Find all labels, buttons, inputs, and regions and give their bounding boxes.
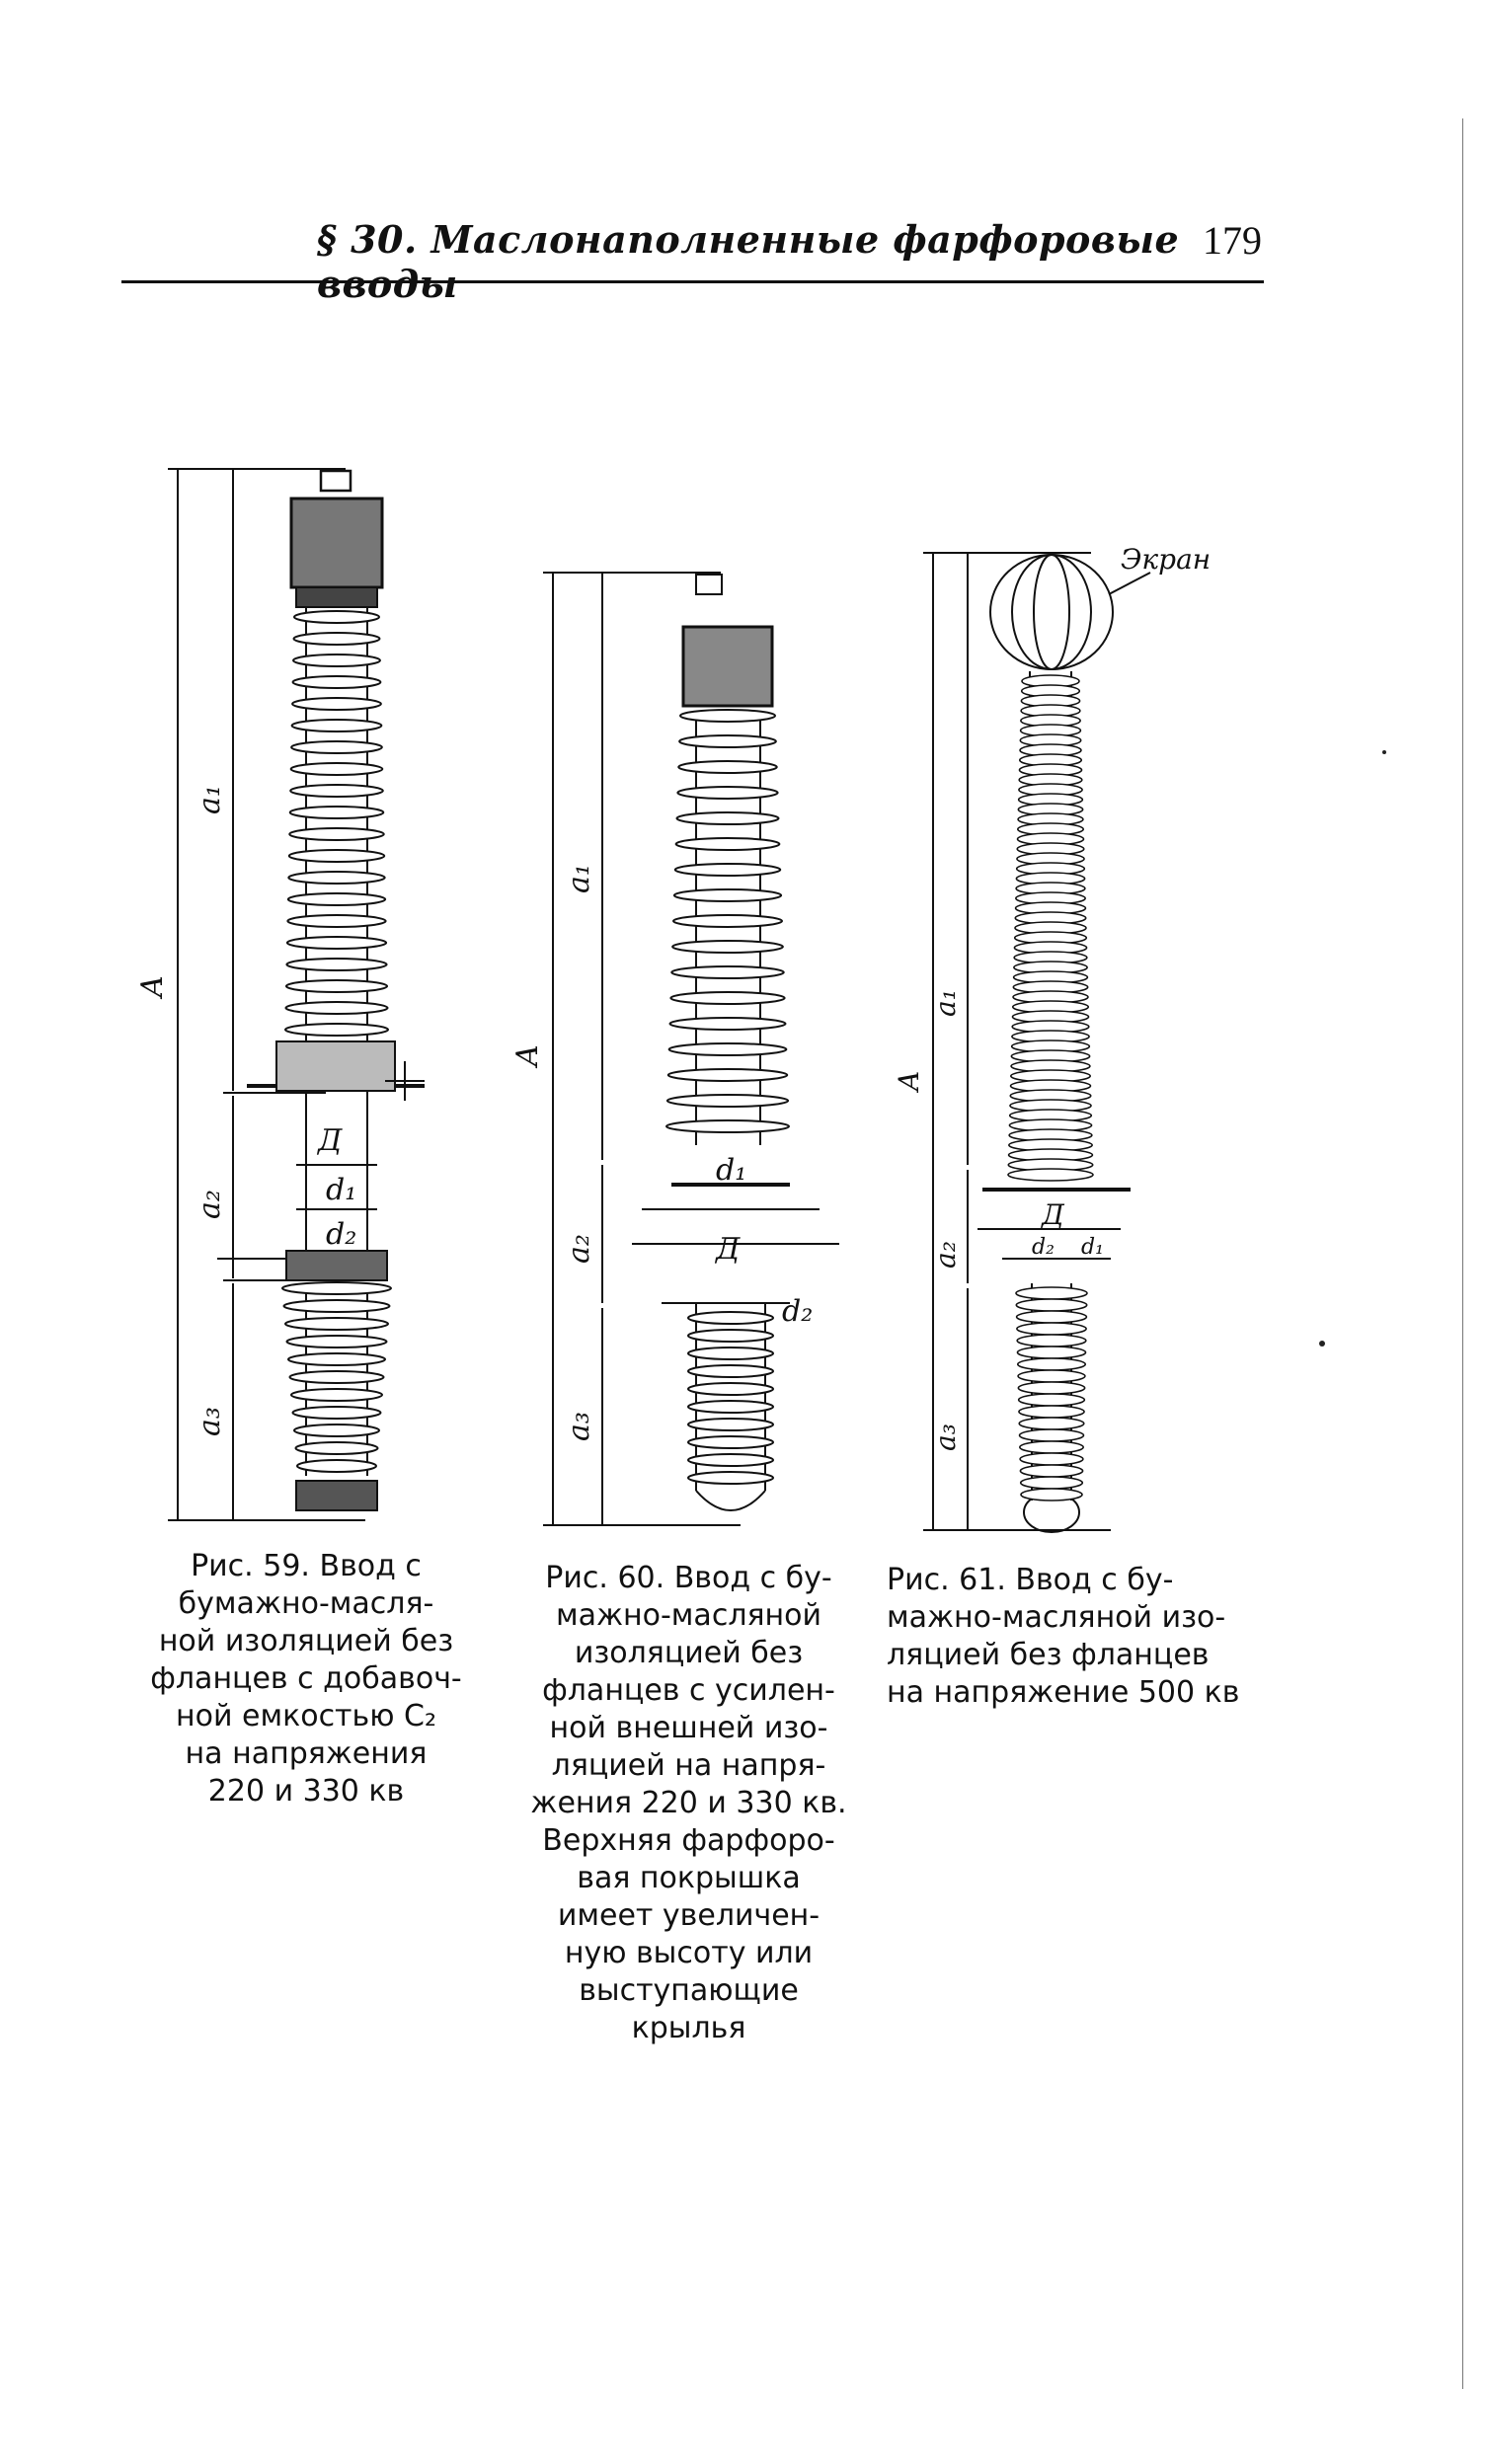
label-D: Д <box>716 1232 741 1267</box>
label-A: A <box>135 975 170 997</box>
porcelain-shed <box>1019 1394 1085 1406</box>
scan-speck <box>1382 750 1386 754</box>
porcelain-shed <box>1018 1358 1085 1370</box>
label-a3: a₃ <box>193 1407 227 1436</box>
porcelain-shed <box>666 1120 789 1132</box>
porcelain-shed <box>282 1282 391 1294</box>
porcelain-shed <box>293 676 381 688</box>
porcelain-shed <box>293 1407 381 1419</box>
porcelain-shed <box>1019 1418 1084 1429</box>
porcelain-shed <box>1020 1465 1082 1477</box>
label-a1: a₁ <box>193 785 227 814</box>
porcelain-shed <box>679 735 776 747</box>
porcelain-shed <box>287 937 386 949</box>
porcelain-shed <box>1019 1406 1084 1418</box>
figure-59-caption: Рис. 59. Ввод с бумажно-масля- ной изоляцией без фланцев с добавоч- ной емкостью C₂ на напряжения 220 и 330 кв <box>150 1549 462 1809</box>
porcelain-shed <box>1018 1382 1084 1394</box>
porcelain-shed <box>290 1371 384 1383</box>
porcelain-shed <box>294 1424 379 1436</box>
porcelain-shed <box>290 785 383 797</box>
porcelain-shed <box>1020 1429 1084 1441</box>
figure-59-bushing-drawing <box>135 449 464 1545</box>
label-d1: d₁ <box>326 1173 357 1207</box>
page-edge-rule <box>1462 118 1463 2389</box>
porcelain-shed <box>285 1002 387 1014</box>
label-screen: Экран <box>1121 543 1211 576</box>
porcelain-shed <box>678 761 777 773</box>
porcelain-shed <box>688 1472 773 1484</box>
porcelain-shed <box>292 720 382 732</box>
label-a3: a₃ <box>929 1424 962 1451</box>
porcelain-shed <box>287 1336 387 1348</box>
porcelain-shed <box>688 1348 773 1359</box>
figure-60-caption: Рис. 60. Ввод с бу- мажно-масляной изоляцией без фланцев с усилен- ной внешней изо- ляцией на напря- жения 220 и 330 кв. Верхняя фарфоро- вая покрышка имеет увеличен- ную высоту или выступающие крылья <box>530 1561 847 2045</box>
porcelain-shed <box>670 992 784 1004</box>
label-a1: a₁ <box>562 864 596 893</box>
porcelain-shed <box>291 1389 382 1401</box>
porcelain-shed <box>674 889 781 901</box>
porcelain-shed <box>296 1442 378 1454</box>
label-d1: d₁ <box>1081 1235 1104 1260</box>
label-a1: a₁ <box>929 989 962 1017</box>
porcelain-shed <box>293 654 380 666</box>
porcelain-shed <box>292 698 381 710</box>
porcelain-shed <box>1018 1370 1085 1382</box>
label-a3: a₃ <box>562 1412 596 1441</box>
porcelain-shed <box>669 1043 787 1055</box>
porcelain-shed <box>1021 1489 1082 1501</box>
porcelain-shed <box>688 1454 773 1466</box>
porcelain-shed <box>1016 1299 1086 1311</box>
porcelain-shed <box>297 1460 376 1472</box>
porcelain-shed <box>1016 1287 1087 1299</box>
porcelain-shed <box>1017 1323 1086 1335</box>
label-d2: d₂ <box>782 1294 814 1329</box>
label-d2: d₂ <box>1032 1235 1055 1260</box>
porcelain-shed <box>688 1365 773 1377</box>
label-d1: d₁ <box>716 1153 747 1188</box>
porcelain-shed <box>1017 1347 1085 1358</box>
porcelain-shed <box>1020 1453 1083 1465</box>
porcelain-shed <box>680 710 775 722</box>
label-D: Д <box>318 1123 343 1158</box>
porcelain-shed <box>675 864 781 876</box>
porcelain-shed <box>286 980 387 992</box>
porcelain-shed <box>290 807 384 818</box>
label-d2: d₂ <box>326 1217 357 1252</box>
figure-61-bushing-drawing <box>894 533 1269 1560</box>
porcelain-shed <box>677 812 779 824</box>
porcelain-shed <box>291 763 383 775</box>
porcelain-shed <box>688 1312 773 1324</box>
porcelain-shed <box>288 893 385 905</box>
porcelain-shed <box>294 611 379 623</box>
porcelain-shed <box>285 1318 388 1330</box>
section-title: § 30. Маслонаполненные фарфоровые вводы <box>317 217 1180 306</box>
scan-speck <box>1319 1341 1325 1347</box>
porcelain-shed <box>291 741 382 753</box>
porcelain-shed <box>1008 1169 1093 1181</box>
porcelain-shed <box>284 1300 390 1312</box>
porcelain-shed <box>673 915 782 927</box>
porcelain-shed <box>287 915 385 927</box>
porcelain-shed <box>289 850 384 862</box>
porcelain-shed <box>676 838 780 850</box>
porcelain-shed <box>688 1436 773 1448</box>
porcelain-shed <box>672 941 783 953</box>
porcelain-shed <box>288 872 384 884</box>
porcelain-shed <box>285 1024 388 1036</box>
label-a2: a₂ <box>193 1190 227 1219</box>
label-A: A <box>893 1070 925 1091</box>
porcelain-shed <box>1017 1335 1086 1347</box>
porcelain-shed <box>688 1383 773 1395</box>
porcelain-shed <box>688 1330 773 1342</box>
porcelain-shed <box>668 1069 788 1081</box>
porcelain-shed <box>294 633 380 645</box>
label-a2: a₂ <box>562 1234 596 1264</box>
figure-60-bushing-drawing <box>510 553 849 1540</box>
porcelain-shed <box>288 1353 385 1365</box>
page-number: 179 <box>1203 218 1262 263</box>
label-A: A <box>510 1044 545 1066</box>
porcelain-shed <box>688 1401 773 1413</box>
page-header <box>121 215 1264 306</box>
porcelain-shed <box>677 787 777 799</box>
porcelain-shed <box>670 1018 786 1030</box>
porcelain-shed <box>286 959 386 970</box>
label-D: Д <box>1042 1198 1064 1231</box>
label-a2: a₂ <box>929 1241 962 1269</box>
porcelain-shed <box>1021 1477 1083 1489</box>
porcelain-shed <box>688 1419 773 1430</box>
figure-61-caption: Рис. 61. Ввод с бу- мажно-масляной изо- ляцией без фланцев на напряжение 500 кв <box>887 1563 1240 1710</box>
porcelain-shed <box>1020 1441 1083 1453</box>
porcelain-shed <box>671 966 784 978</box>
porcelain-shed <box>1017 1311 1087 1323</box>
porcelain-shed <box>667 1095 788 1107</box>
porcelain-shed <box>289 828 383 840</box>
